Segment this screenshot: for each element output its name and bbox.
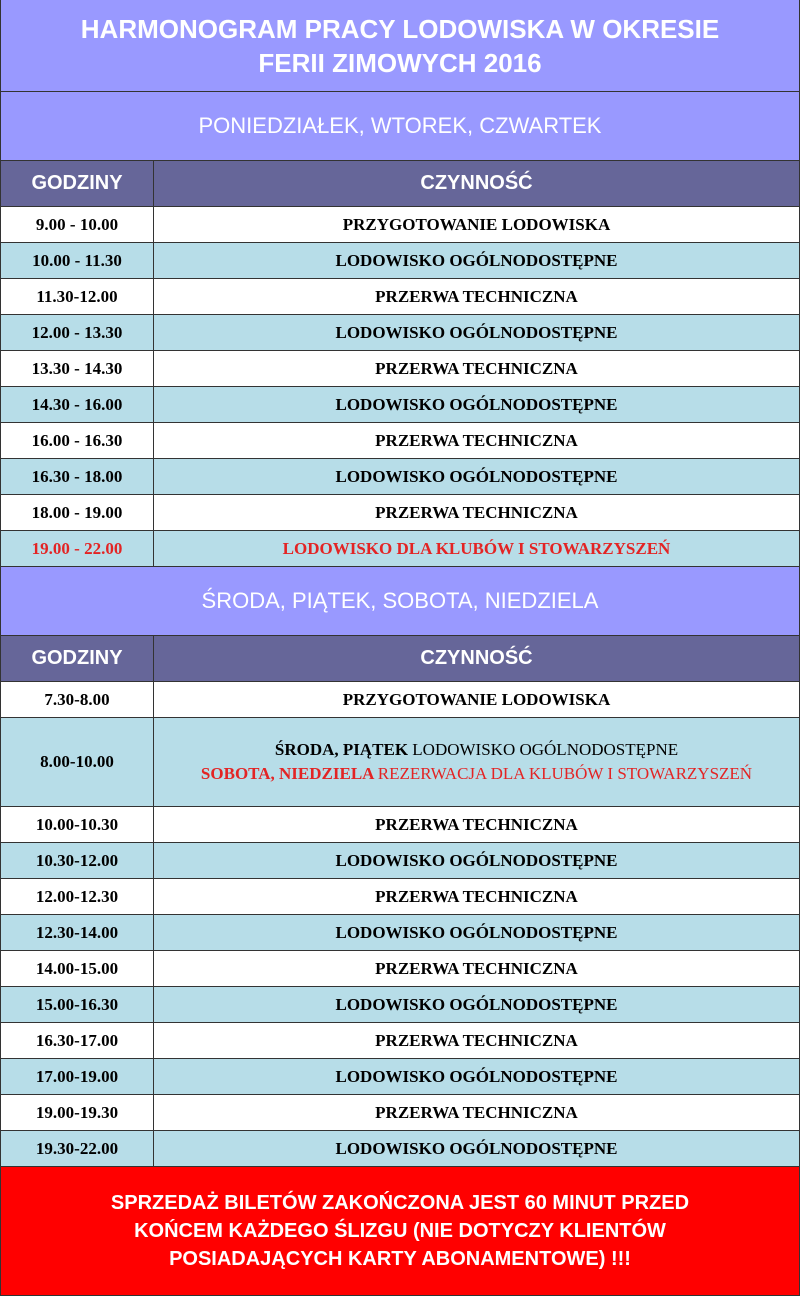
section2-rows [1, 807, 799, 1167]
row-hours: 10.30-12.00 [1, 843, 154, 878]
table-row [1, 915, 799, 951]
row-hours: 19.30-22.00 [1, 1131, 154, 1166]
table-row [1, 951, 799, 987]
activity-column-header: CZYNNOŚĆ [420, 647, 533, 669]
row-hours: 16.30 - 18.00 [1, 459, 154, 494]
row-hours: 9.00 - 10.00 [1, 207, 154, 242]
page-title [1, 0, 799, 92]
table-row [1, 279, 799, 315]
row-hours: 10.00 - 11.30 [1, 243, 154, 278]
row-activity: PRZERWA TECHNICZNA [375, 1102, 578, 1122]
table-row [1, 495, 799, 531]
special-line-1-days: ŚRODA, PIĄTEK [274, 740, 409, 759]
row-activity: LODOWISKO OGÓLNODOSTĘPNE [335, 250, 618, 270]
table-row [1, 1023, 799, 1059]
row-activity: PRZERWA TECHNICZNA [375, 286, 578, 306]
row-activity: PRZYGOTOWANIE LODOWISKA [342, 689, 611, 709]
table-row [1, 459, 799, 495]
row-hours: 12.00 - 13.30 [1, 315, 154, 350]
ticket-notice [1, 1167, 799, 1296]
row-hours: 11.30-12.00 [1, 279, 154, 314]
special-line-2-text: REZERWACJA DLA KLUBÓW I STOWARZYSZEŃ [377, 764, 753, 783]
table-row [1, 1131, 799, 1167]
row-activity: LODOWISKO DLA KLUBÓW I STOWARZYSZEŃ [282, 538, 671, 558]
notice-line-1: SPRZEDAŻ BILETÓW ZAKOŃCZONA JEST 60 MINUT PRZED [110, 1192, 690, 1214]
table-row [1, 879, 799, 915]
table-row [1, 1059, 799, 1095]
table-row [1, 843, 799, 879]
row-hours: 19.00 - 22.00 [1, 531, 154, 566]
row-hours: 16.00 - 16.30 [1, 423, 154, 458]
title-line-2: FERII ZIMOWYCH 2016 [258, 47, 542, 78]
row-hours: 13.30 - 14.30 [1, 351, 154, 386]
table-row [1, 243, 799, 279]
row-activity: LODOWISKO OGÓLNODOSTĘPNE [335, 394, 618, 414]
row-activity: LODOWISKO OGÓLNODOSTĘPNE [335, 1138, 618, 1158]
row-hours: 15.00-16.30 [1, 987, 154, 1022]
row-activity: PRZYGOTOWANIE LODOWISKA [342, 214, 611, 234]
special-line-1-text: LODOWISKO OGÓLNODOSTĘPNE [412, 740, 679, 759]
special-line-1 [275, 738, 678, 762]
row-activity: PRZERWA TECHNICZNA [375, 358, 578, 378]
row-activity: PRZERWA TECHNICZNA [375, 430, 578, 450]
section2-days: ŚRODA, PIĄTEK, SOBOTA, NIEDZIELA [1, 567, 799, 636]
row-hours: 14.30 - 16.00 [1, 387, 154, 422]
section2-header-row [1, 636, 799, 682]
row-hours: 12.30-14.00 [1, 915, 154, 950]
table-row-special [1, 718, 799, 807]
row-hours: 17.00-19.00 [1, 1059, 154, 1094]
row-activity: LODOWISKO OGÓLNODOSTĘPNE [335, 850, 618, 870]
section1-rows [1, 207, 799, 567]
row-hours: 7.30-8.00 [1, 682, 154, 717]
table-row [1, 423, 799, 459]
row-hours: 10.00-10.30 [1, 807, 154, 842]
special-line-2-days: SOBOTA, NIEDZIELA [200, 764, 374, 783]
row-activity: LODOWISKO OGÓLNODOSTĘPNE [335, 1066, 618, 1086]
row-hours: 18.00 - 19.00 [1, 495, 154, 530]
table-row [1, 387, 799, 423]
row-activity: PRZERWA TECHNICZNA [375, 1030, 578, 1050]
section1-days: PONIEDZIAŁEK, WTOREK, CZWARTEK [1, 92, 799, 161]
row-activity: LODOWISKO OGÓLNODOSTĘPNE [335, 922, 618, 942]
title-line-1: HARMONOGRAM PRACY LODOWISKA W OKRESIE [80, 13, 720, 44]
table-row [1, 351, 799, 387]
row-activity: PRZERWA TECHNICZNA [375, 958, 578, 978]
row-activity: LODOWISKO OGÓLNODOSTĘPNE [335, 322, 618, 342]
table-row [1, 807, 799, 843]
table-row [1, 531, 799, 567]
row-activity: LODOWISKO OGÓLNODOSTĘPNE [335, 994, 618, 1014]
notice-line-2: KOŃCEM KAŻDEGO ŚLIZGU (NIE DOTYCZY KLIENTÓW [134, 1220, 666, 1242]
table-row [1, 1095, 799, 1131]
row-hours: 12.00-12.30 [1, 879, 154, 914]
hours-column-header: GODZINY [1, 161, 154, 206]
row-activity: LODOWISKO OGÓLNODOSTĘPNE [335, 466, 618, 486]
row-activity [154, 718, 799, 806]
row-activity: PRZERWA TECHNICZNA [375, 886, 578, 906]
section1-header-row [1, 161, 799, 207]
table-row [1, 315, 799, 351]
row-hours: 16.30-17.00 [1, 1023, 154, 1058]
table-row [1, 207, 799, 243]
row-hours: 8.00-10.00 [1, 718, 154, 806]
table-row [1, 987, 799, 1023]
special-line-2 [201, 762, 752, 786]
activity-column-header: CZYNNOŚĆ [420, 172, 533, 194]
hours-column-header: GODZINY [1, 636, 154, 681]
row-activity: PRZERWA TECHNICZNA [375, 502, 578, 522]
row-hours: 14.00-15.00 [1, 951, 154, 986]
row-activity: PRZERWA TECHNICZNA [375, 814, 578, 834]
row-hours: 19.00-19.30 [1, 1095, 154, 1130]
table-row [1, 682, 799, 718]
notice-line-3: POSIADAJĄCYCH KARTY ABONAMENTOWE) !!! [169, 1248, 631, 1270]
